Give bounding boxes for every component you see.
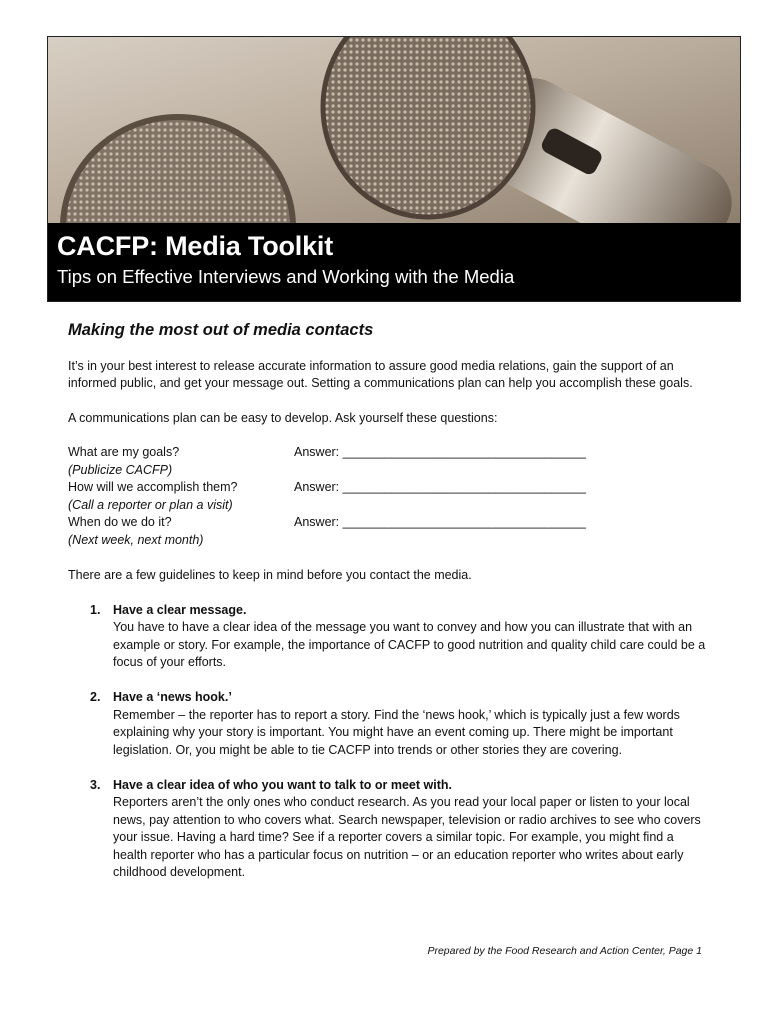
question-text: What are my goals? bbox=[68, 445, 180, 459]
header-banner bbox=[47, 36, 741, 302]
guideline-title: Have a ‘news hook.’ bbox=[113, 690, 232, 704]
answer-field[interactable]: Answer: ___________________________________ bbox=[294, 515, 586, 529]
page-footer: Prepared by the Food Research and Action Center, Page 1 bbox=[427, 945, 702, 957]
guidelines-list bbox=[68, 602, 708, 882]
question-text: When do we do it? bbox=[68, 515, 172, 529]
question-item bbox=[68, 444, 708, 479]
guideline-number: 2. bbox=[90, 690, 101, 704]
guideline-number: 3. bbox=[90, 777, 101, 792]
intro-paragraph: It’s in your best interest to release accurate information to assure good media relations, gain the support of an informed public, and get your message out. Setting a communications plan can help you accomplish these goals. bbox=[68, 358, 693, 390]
guideline-body: Remember – the reporter has to report a story. Find the ‘news hook,’ which is typically just a few words explaining why your story is important. You might have an event coming up. There might be important legislation. Or, you might be able to tie CACFP into trends or other stories they are covering. bbox=[113, 707, 680, 757]
question-hint: (Next week, next month) bbox=[68, 532, 204, 547]
section-heading: Making the most out of media contacts bbox=[68, 321, 374, 339]
guideline-body: You have to have a clear idea of the message you want to convey and how you can illustrate that with an example or story. For example, the importance of CACFP to good nutrition and quality child care could be a focus of your efforts. bbox=[113, 620, 706, 669]
question-text: How will we accomplish them? bbox=[68, 480, 238, 494]
question-hint: (Call a reporter or plan a visit) bbox=[68, 497, 233, 512]
answer-field[interactable]: Answer: ___________________________________ bbox=[294, 445, 586, 459]
guideline-item bbox=[68, 602, 708, 672]
title-bar bbox=[48, 223, 740, 301]
guideline-item bbox=[68, 777, 708, 882]
guideline-number: 1. bbox=[90, 602, 101, 617]
plan-intro-paragraph: A communications plan can be easy to develop. Ask yourself these questions: bbox=[68, 410, 498, 425]
page-subtitle: Tips on Effective Interviews and Working with the Media bbox=[57, 266, 515, 287]
microphone-photo bbox=[48, 37, 741, 227]
guideline-title: Have a clear idea of who you want to talk to or meet with. bbox=[113, 777, 452, 792]
page-title: CACFP: Media Toolkit bbox=[57, 231, 333, 261]
guidelines-intro: There are a few guidelines to keep in mind before you contact the media. bbox=[68, 568, 472, 582]
answer-field[interactable]: Answer: ___________________________________ bbox=[294, 480, 586, 494]
question-item bbox=[68, 479, 708, 514]
document-body bbox=[68, 320, 708, 899]
question-list bbox=[68, 444, 708, 549]
question-hint: (Publicize CACFP) bbox=[68, 462, 173, 477]
guideline-title: Have a clear message. bbox=[113, 602, 247, 617]
guideline-item bbox=[68, 689, 708, 759]
guideline-body: Reporters aren’t the only ones who conduct research. As you read your local paper or listen to your local news, pay attention to who covers what. Search newspaper, television or radio archives to see who covers your issue. Having a hard time? See if a reporter covers a similar topic. For example, you might find a health reporter who has a particular focus on nutrition – or an education reporter who writes about early childhood development. bbox=[113, 795, 701, 879]
question-item bbox=[68, 514, 708, 549]
